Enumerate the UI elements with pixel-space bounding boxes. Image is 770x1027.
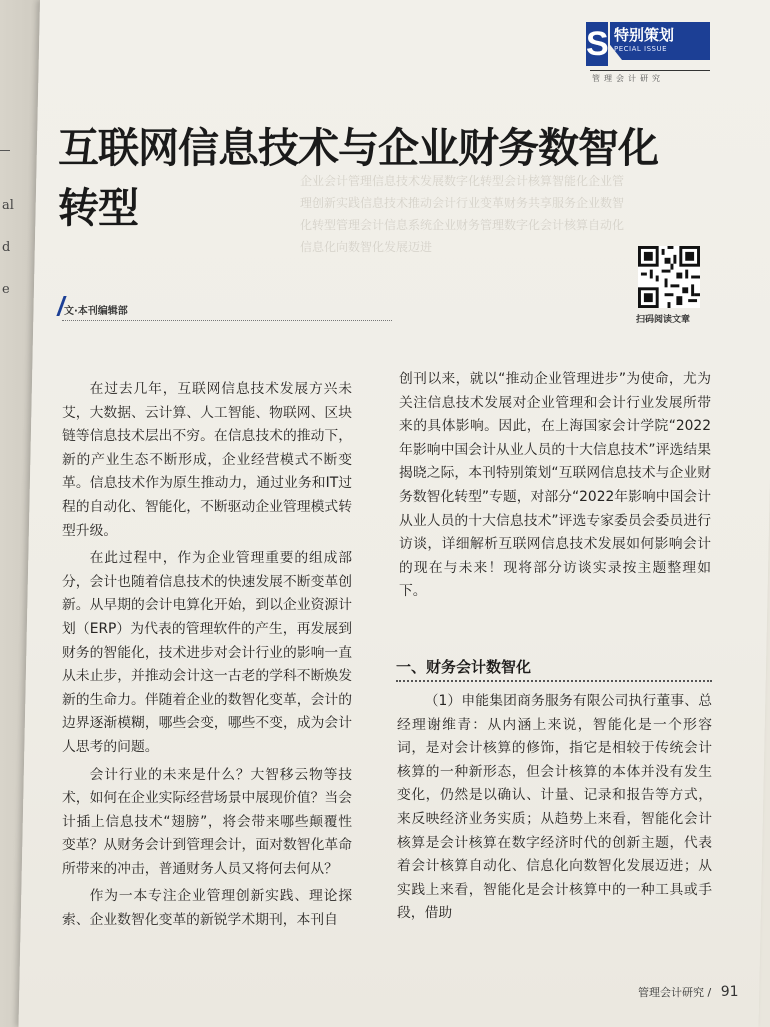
paragraph: 在此过程中，作为企业管理重要的组成部分，会计也随着信息技术的快速发展不断变革创新。从早期的会计电算化开始，到以企业资源计划（ERP）为代表的管理软件的产生，再发展到财务的智能化，技术进步对会计行业的影响一直从未止步，并推动会计这一古老的学科不断焕发新的生命力。伴随着企业的数智化变革，会计的边界逐渐模糊，哪些会变，哪些不变，成为会计人思考的问题。	[62, 550, 352, 755]
paragraph: （1）申能集团商务服务有限公司执行董事、总经理谢维青：从内涵上来说，智能化是一个形容词，是对会计核算的修饰，指它是相较于传统会计核算的一种新形态，但会计核算的本体并没有发生变化，仍然是以确认、计量、记录和报告等方式，来反映经济业务实质；从趋势上来看，智能化会计核算是会计核算在数字经济时代的创新主题，代表着会计核算自动化、信息化向数智化发展迈进；从实践上来看，智能化是会计核算中的一种工具或手段，借助	[397, 693, 712, 922]
page-number: 91	[720, 984, 739, 1000]
left-page-tick	[0, 150, 10, 151]
right-column-body	[397, 690, 712, 926]
special-issue-badge	[586, 20, 714, 88]
badge-subtitle: PECIAL ISSUE	[614, 45, 668, 53]
paragraph: 会计行业的未来是什么？大智移云物等技术，如何在企业实际经营场景中展现价值？当会计插上信息技术“翅膀”，将会带来哪些颠覆性变革？从财务会计到管理会计，面对数智化革命所带来的冲击，普通财务人员又将何去何从？	[62, 766, 352, 877]
article-title: 互联网信息技术与企业财务数智化转型	[58, 124, 658, 232]
author-divider	[62, 320, 392, 321]
right-column-intro	[399, 368, 711, 604]
section-heading: 一、财务会计数智化	[396, 658, 532, 676]
left-page-fragment: d	[2, 240, 11, 255]
badge-journal: 管理会计研究	[592, 74, 664, 83]
paragraph: 创刊以来，就以“推动企业管理进步”为使命，尤为关注信息技术发展对企业管理和会计行业发展所带来的具体影响。因此，在上海国家会计学院“2022年影响中国会计从业人员的十大信息技术”评选结果揭晓之际，本刊特别策划“互联网信息技术与企业财务数智化转型”专题，对部分“2022年影响中国会计从业人员的十大信息技术”评选专家委员会委员进行访谈，详细解析互联网信息技术发展如何影响会计的现在与未来！现将部分访谈实录按主题整理如下。	[399, 371, 711, 600]
article-author: 文·本刊编辑部	[64, 306, 128, 317]
qr-code-icon[interactable]	[638, 246, 700, 308]
footer-journal: 管理会计研究	[638, 986, 704, 999]
paragraph: 在过去几年，互联网信息技术发展方兴未艾，大数据、云计算、人工智能、物联网、区块链等信息技术层出不穷。在信息技术的推动下，新的产业生态不断形成，企业经营模式不断变革。信息技术作为原生推动力，通过业务和IT过程的自动化、智能化，不断驱动企业管理模式转型升级。	[62, 381, 352, 539]
show-through-text: 企业会计管理信息技术发展数字化转型会计核算智能化企业管理创新实践信息技术推动会计行业变革财务共享服务企业数智化转型管理会计信息系统企业财务管理数字化会计核算自动化信息化向数智化发展迈进	[300, 174, 625, 254]
footer-separator: /	[707, 986, 712, 999]
left-page-fragment: e	[2, 282, 10, 297]
badge-title: 特别策划	[614, 26, 675, 44]
qr-code-label: 扫码阅读文章	[636, 315, 691, 325]
page-footer	[638, 984, 739, 1000]
section-divider	[396, 680, 712, 682]
left-page-fragment: al	[2, 198, 14, 213]
left-column	[62, 378, 352, 933]
badge-divider	[590, 70, 710, 71]
badge-letter: S	[586, 22, 608, 66]
paragraph: 作为一本专注企业管理创新实践、理论探索、企业数智化变革的新锐学术期刊，本刊自	[62, 888, 352, 929]
